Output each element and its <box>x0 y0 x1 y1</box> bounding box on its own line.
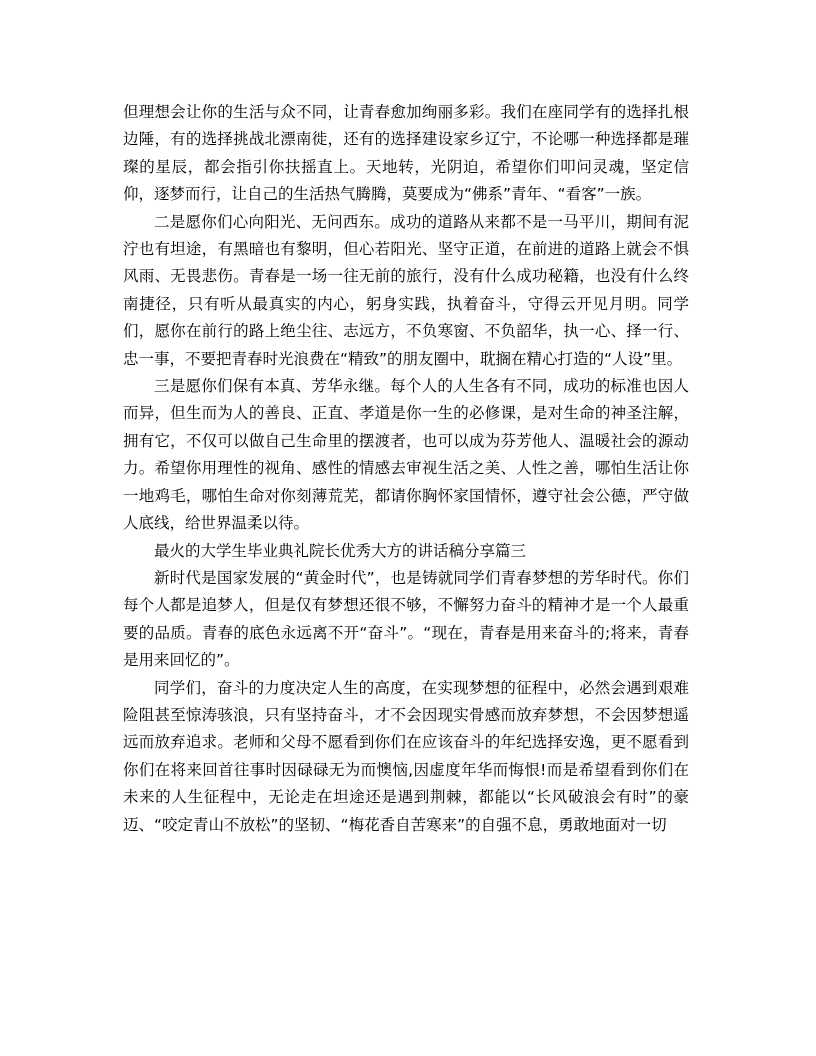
paragraph-struggle: 同学们，奋斗的力度决定人生的高度，在实现梦想的征程中，必然会遇到艰难险阻甚至惊涛骇浪，只有坚持奋斗，才不会因现实骨感而放弃梦想，不会因梦想遥远而放弃追求。老师和父母不愿看到你们在应该奋斗的年纪选择安逸，更不愿看到你们在将来回首往事时因碌碌无为而懊恼,因虚度年华而悔恨!而是希望看到你们在未来的人生征程中，无论走在坦途还是遇到荆棘，都能以“长风破浪会有时”的豪迈、“咬定青山不放松”的坚韧、“梅花香自苦寒来”的自强不息，勇敢地面对一切 <box>123 678 689 834</box>
paragraph-point-three: 三是愿你们保有本真、芳华永继。每个人的人生各有不同，成功的标准也因人而异，但生而为人的善良、正直、孝道是你一生的必修课，是对生命的神圣注解，拥有它，不仅可以做自己生命里的摆渡者，也可以成为芬芳他人、温暖社会的源动力。希望你用理性的视角、感性的情感去审视生活之美、人性之善，哪怕生活让你一地鸡毛，哪怕生命对你刻薄荒芜，都请你胸怀家国情怀，遵守社会公德，严守做人底线，给世界温柔以待。 <box>123 377 689 533</box>
paragraph-new-era: 新时代是国家发展的“黄金时代”，也是铸就同学们青春梦想的芳华时代。你们每个人都是追梦人，但是仅有梦想还很不够，不懈努力奋斗的精神才是一个人最重要的品质。青春的底色永远离不开“奋斗”。“现在，青春是用来奋斗的;将来，青春是用来回忆的”。 <box>123 568 689 670</box>
section-heading: 最火的大学生毕业典礼院长优秀大方的讲话稿分享篇三 <box>154 541 527 560</box>
paragraph-continued: 但理想会让你的生活与众不同，让青春愈加绚丽多彩。我们在座同学有的选择扎根边陲，有的选择挑战北漂南徙，还有的选择建设家乡辽宁，不论哪一种选择都是璀璨的星辰，都会指引你扶摇直上。天地转，光阴迫，希望你们叩问灵魂，坚定信仰，逐梦而行，让自己的生活热气腾腾，莫要成为“佛系”青年、“看客”一族。 <box>123 103 689 204</box>
document-body <box>123 99 689 839</box>
paragraph-point-two: 二是愿你们心向阳光、无问西东。成功的道路从来都不是一马平川，期间有泥泞也有坦途，有黑暗也有黎明，但心若阳光、坚守正道，在前进的道路上就会不惧风雨、无畏悲伤。青春是一场一往无前的旅行，没有什么成功秘籍，也没有什么终南捷径，只有听从最真实的内心，躬身实践，执着奋斗，守得云开见月明。同学们，愿你在前行的路上绝尘往、志远方，不负寒窗、不负韶华，执一心、择一行、忠一事，不要把青春时光浪费在“精致”的朋友圈中，耽搁在精心打造的“人设”里。 <box>123 212 689 368</box>
